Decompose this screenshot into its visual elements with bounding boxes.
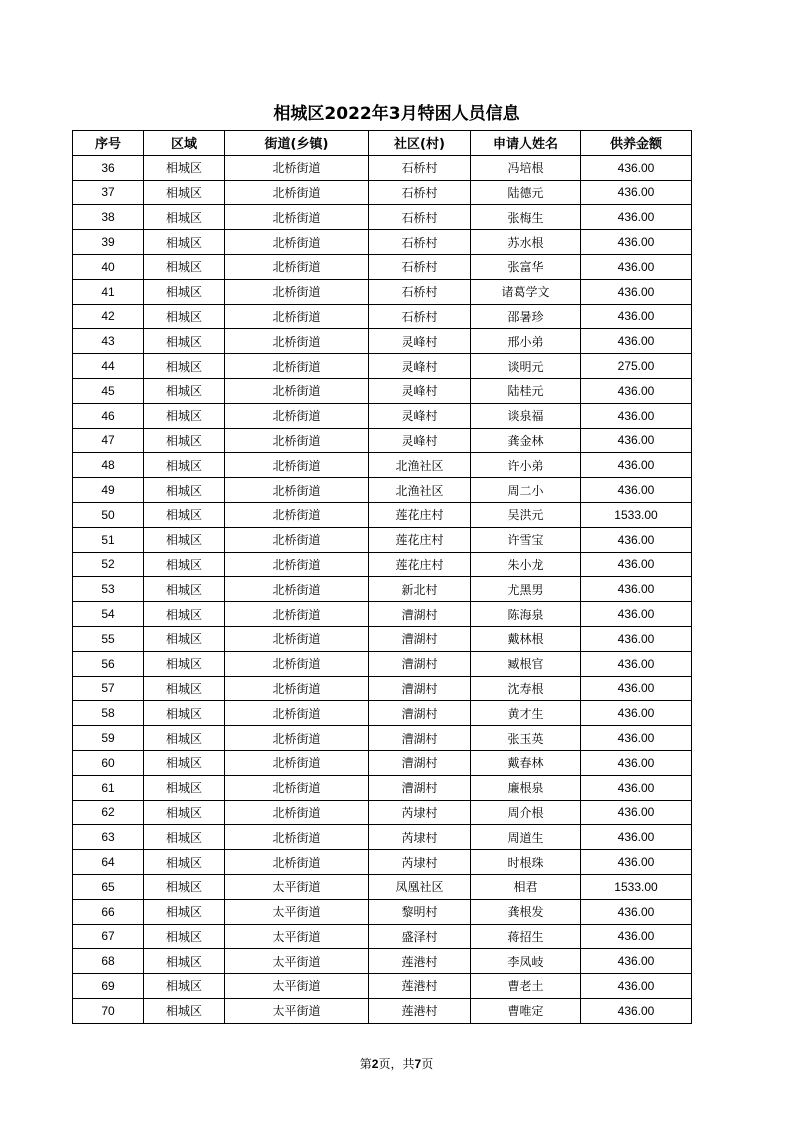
table-row: [73, 527, 692, 552]
cell-applicant-name: 周二小: [471, 478, 581, 503]
cell-support-amount: 436.00: [581, 775, 692, 800]
cell-support-amount: 436.00: [581, 974, 692, 999]
cell-serial: 56: [73, 651, 144, 676]
cell-applicant-name: 陆德元: [471, 180, 581, 205]
table-row: [73, 998, 692, 1023]
cell-support-amount: 436.00: [581, 626, 692, 651]
cell-community: 漕湖村: [369, 750, 471, 775]
cell-support-amount: 436.00: [581, 453, 692, 478]
cell-serial: 40: [73, 254, 144, 279]
cell-community: 石桥村: [369, 155, 471, 180]
page-title: 相城区2022年3月特困人员信息: [273, 104, 520, 124]
column-header-street: 街道(乡镇): [225, 131, 369, 156]
cell-district: 相城区: [144, 577, 225, 602]
footer-prefix: 第: [359, 1057, 372, 1071]
cell-district: 相城区: [144, 602, 225, 627]
cell-community: 灵峰村: [369, 378, 471, 403]
column-header-district: 区域: [144, 131, 225, 156]
cell-support-amount: 436.00: [581, 428, 692, 453]
cell-applicant-name: 邢小弟: [471, 329, 581, 354]
cell-serial: 42: [73, 304, 144, 329]
cell-support-amount: 436.00: [581, 527, 692, 552]
cell-district: 相城区: [144, 527, 225, 552]
cell-street: 北桥街道: [225, 428, 369, 453]
cell-applicant-name: 曹唯定: [471, 998, 581, 1023]
cell-serial: 44: [73, 354, 144, 379]
cell-district: 相城区: [144, 155, 225, 180]
cell-serial: 51: [73, 527, 144, 552]
cell-serial: 47: [73, 428, 144, 453]
current-page-number: 2: [371, 1057, 379, 1071]
cell-district: 相城区: [144, 750, 225, 775]
cell-community: 石桥村: [369, 254, 471, 279]
table-row: [73, 279, 692, 304]
cell-support-amount: 275.00: [581, 354, 692, 379]
table-row: [73, 254, 692, 279]
cell-applicant-name: 蒋招生: [471, 924, 581, 949]
cell-serial: 39: [73, 230, 144, 255]
cell-district: 相城区: [144, 701, 225, 726]
cell-applicant-name: 许雪宝: [471, 527, 581, 552]
cell-applicant-name: 吴洪元: [471, 502, 581, 527]
cell-serial: 36: [73, 155, 144, 180]
cell-district: 相城区: [144, 924, 225, 949]
footer-suffix: 页: [421, 1057, 434, 1071]
cell-support-amount: 436.00: [581, 254, 692, 279]
cell-community: 莲港村: [369, 949, 471, 974]
table-row: [73, 949, 692, 974]
cell-community: 漕湖村: [369, 626, 471, 651]
cell-district: 相城区: [144, 825, 225, 850]
table-row: [73, 428, 692, 453]
column-header-community: 社区(村): [369, 131, 471, 156]
cell-community: 灵峰村: [369, 329, 471, 354]
table-row: [73, 304, 692, 329]
cell-support-amount: 436.00: [581, 230, 692, 255]
cell-serial: 52: [73, 552, 144, 577]
cell-serial: 62: [73, 800, 144, 825]
cell-applicant-name: 戴春林: [471, 750, 581, 775]
cell-street: 太平街道: [225, 949, 369, 974]
cell-community: 莲花庄村: [369, 552, 471, 577]
table-row: [73, 478, 692, 503]
table-row: [73, 552, 692, 577]
cell-community: 漕湖村: [369, 726, 471, 751]
cell-street: 北桥街道: [225, 602, 369, 627]
cell-district: 相城区: [144, 378, 225, 403]
cell-street: 北桥街道: [225, 478, 369, 503]
cell-support-amount: 436.00: [581, 279, 692, 304]
cell-district: 相城区: [144, 800, 225, 825]
table-row: [73, 502, 692, 527]
cell-community: 芮埭村: [369, 850, 471, 875]
cell-support-amount: 436.00: [581, 403, 692, 428]
cell-community: 盛泽村: [369, 924, 471, 949]
table-row: [73, 180, 692, 205]
cell-street: 北桥街道: [225, 502, 369, 527]
cell-street: 北桥街道: [225, 180, 369, 205]
cell-applicant-name: 邵暑珍: [471, 304, 581, 329]
table-row: [73, 453, 692, 478]
table-row: [73, 403, 692, 428]
cell-street: 北桥街道: [225, 230, 369, 255]
cell-serial: 50: [73, 502, 144, 527]
cell-district: 相城区: [144, 180, 225, 205]
cell-support-amount: 436.00: [581, 552, 692, 577]
table-row: [73, 205, 692, 230]
cell-street: 太平街道: [225, 924, 369, 949]
cell-support-amount: 436.00: [581, 701, 692, 726]
cell-community: 漕湖村: [369, 775, 471, 800]
cell-street: 北桥街道: [225, 676, 369, 701]
table-row: [73, 378, 692, 403]
table-row: [73, 602, 692, 627]
cell-district: 相城区: [144, 676, 225, 701]
cell-serial: 53: [73, 577, 144, 602]
table-row: [73, 329, 692, 354]
cell-support-amount: 436.00: [581, 750, 692, 775]
cell-street: 北桥街道: [225, 205, 369, 230]
cell-district: 相城区: [144, 899, 225, 924]
table-row: [73, 850, 692, 875]
cell-support-amount: 436.00: [581, 825, 692, 850]
cell-district: 相城区: [144, 230, 225, 255]
table-row: [73, 924, 692, 949]
cell-community: 莲港村: [369, 974, 471, 999]
cell-applicant-name: 李凤岐: [471, 949, 581, 974]
cell-support-amount: 436.00: [581, 329, 692, 354]
cell-community: 石桥村: [369, 180, 471, 205]
cell-applicant-name: 廉根泉: [471, 775, 581, 800]
cell-applicant-name: 臧根官: [471, 651, 581, 676]
cell-street: 太平街道: [225, 899, 369, 924]
cell-street: 太平街道: [225, 998, 369, 1023]
page-footer: [0, 1055, 793, 1072]
data-table: [72, 130, 692, 1024]
cell-street: 北桥街道: [225, 304, 369, 329]
cell-applicant-name: 许小弟: [471, 453, 581, 478]
cell-applicant-name: 曹老土: [471, 974, 581, 999]
cell-street: 北桥街道: [225, 626, 369, 651]
cell-community: 灵峰村: [369, 428, 471, 453]
cell-support-amount: 436.00: [581, 676, 692, 701]
cell-serial: 58: [73, 701, 144, 726]
cell-serial: 67: [73, 924, 144, 949]
cell-serial: 63: [73, 825, 144, 850]
cell-serial: 69: [73, 974, 144, 999]
cell-street: 北桥街道: [225, 329, 369, 354]
cell-street: 北桥街道: [225, 403, 369, 428]
cell-street: 北桥街道: [225, 701, 369, 726]
column-header-support-amount: 供养金额: [581, 131, 692, 156]
cell-street: 北桥街道: [225, 552, 369, 577]
table-row: [73, 626, 692, 651]
cell-support-amount: 436.00: [581, 205, 692, 230]
cell-street: 北桥街道: [225, 527, 369, 552]
cell-district: 相城区: [144, 874, 225, 899]
cell-community: 石桥村: [369, 205, 471, 230]
cell-district: 相城区: [144, 478, 225, 503]
cell-applicant-name: 沈寿根: [471, 676, 581, 701]
table-row: [73, 800, 692, 825]
cell-community: 漕湖村: [369, 651, 471, 676]
table-row: [73, 230, 692, 255]
cell-district: 相城区: [144, 304, 225, 329]
cell-applicant-name: 戴林根: [471, 626, 581, 651]
cell-applicant-name: 谈明元: [471, 354, 581, 379]
cell-support-amount: 1533.00: [581, 874, 692, 899]
cell-street: 太平街道: [225, 874, 369, 899]
cell-serial: 61: [73, 775, 144, 800]
cell-community: 北渔社区: [369, 478, 471, 503]
cell-serial: 49: [73, 478, 144, 503]
cell-applicant-name: 张富华: [471, 254, 581, 279]
cell-district: 相城区: [144, 998, 225, 1023]
footer-middle: 页，共: [378, 1057, 415, 1071]
cell-district: 相城区: [144, 651, 225, 676]
cell-applicant-name: 苏水根: [471, 230, 581, 255]
cell-street: 北桥街道: [225, 825, 369, 850]
cell-applicant-name: 时根珠: [471, 850, 581, 875]
cell-applicant-name: 尤黑男: [471, 577, 581, 602]
cell-community: 黎明村: [369, 899, 471, 924]
cell-support-amount: 436.00: [581, 850, 692, 875]
cell-district: 相城区: [144, 453, 225, 478]
table-row: [73, 899, 692, 924]
table-row: [73, 825, 692, 850]
table-row: [73, 775, 692, 800]
cell-street: 北桥街道: [225, 750, 369, 775]
cell-serial: 57: [73, 676, 144, 701]
cell-serial: 41: [73, 279, 144, 304]
cell-applicant-name: 周道生: [471, 825, 581, 850]
cell-district: 相城区: [144, 403, 225, 428]
table-header-row: [73, 131, 692, 156]
cell-community: 漕湖村: [369, 676, 471, 701]
table-row: [73, 651, 692, 676]
cell-community: 凤凰社区: [369, 874, 471, 899]
cell-support-amount: 436.00: [581, 949, 692, 974]
cell-district: 相城区: [144, 850, 225, 875]
cell-community: 漕湖村: [369, 602, 471, 627]
cell-serial: 70: [73, 998, 144, 1023]
cell-street: 北桥街道: [225, 800, 369, 825]
cell-street: 北桥街道: [225, 453, 369, 478]
cell-serial: 43: [73, 329, 144, 354]
cell-community: 漕湖村: [369, 701, 471, 726]
cell-street: 北桥街道: [225, 577, 369, 602]
cell-community: 芮埭村: [369, 800, 471, 825]
cell-applicant-name: 朱小龙: [471, 552, 581, 577]
cell-applicant-name: 相君: [471, 874, 581, 899]
cell-applicant-name: 龚根发: [471, 899, 581, 924]
cell-serial: 48: [73, 453, 144, 478]
cell-district: 相城区: [144, 205, 225, 230]
cell-district: 相城区: [144, 726, 225, 751]
table-row: [73, 354, 692, 379]
cell-serial: 64: [73, 850, 144, 875]
cell-community: 莲花庄村: [369, 527, 471, 552]
cell-support-amount: 436.00: [581, 924, 692, 949]
cell-district: 相城区: [144, 502, 225, 527]
cell-applicant-name: 陆桂元: [471, 378, 581, 403]
cell-serial: 54: [73, 602, 144, 627]
cell-support-amount: 1533.00: [581, 502, 692, 527]
cell-applicant-name: 黄才生: [471, 701, 581, 726]
cell-district: 相城区: [144, 279, 225, 304]
total-page-number: 7: [414, 1057, 422, 1071]
cell-serial: 38: [73, 205, 144, 230]
cell-community: 新北村: [369, 577, 471, 602]
cell-district: 相城区: [144, 428, 225, 453]
cell-serial: 55: [73, 626, 144, 651]
cell-serial: 65: [73, 874, 144, 899]
cell-applicant-name: 张梅生: [471, 205, 581, 230]
cell-applicant-name: 冯培根: [471, 155, 581, 180]
cell-community: 石桥村: [369, 304, 471, 329]
cell-district: 相城区: [144, 354, 225, 379]
cell-support-amount: 436.00: [581, 155, 692, 180]
cell-street: 北桥街道: [225, 651, 369, 676]
cell-applicant-name: 龚金林: [471, 428, 581, 453]
cell-street: 北桥街道: [225, 850, 369, 875]
cell-serial: 46: [73, 403, 144, 428]
cell-serial: 37: [73, 180, 144, 205]
cell-serial: 45: [73, 378, 144, 403]
cell-support-amount: 436.00: [581, 726, 692, 751]
cell-applicant-name: 谈泉福: [471, 403, 581, 428]
cell-applicant-name: 张玉英: [471, 726, 581, 751]
cell-support-amount: 436.00: [581, 478, 692, 503]
cell-street: 太平街道: [225, 974, 369, 999]
table-row: [73, 676, 692, 701]
cell-street: 北桥街道: [225, 378, 369, 403]
cell-support-amount: 436.00: [581, 180, 692, 205]
cell-community: 莲花庄村: [369, 502, 471, 527]
cell-street: 北桥街道: [225, 254, 369, 279]
cell-support-amount: 436.00: [581, 998, 692, 1023]
cell-street: 北桥街道: [225, 726, 369, 751]
cell-district: 相城区: [144, 775, 225, 800]
cell-district: 相城区: [144, 626, 225, 651]
cell-district: 相城区: [144, 949, 225, 974]
table-row: [73, 750, 692, 775]
table-row: [73, 577, 692, 602]
cell-serial: 66: [73, 899, 144, 924]
cell-support-amount: 436.00: [581, 800, 692, 825]
cell-serial: 59: [73, 726, 144, 751]
cell-support-amount: 436.00: [581, 651, 692, 676]
cell-support-amount: 436.00: [581, 304, 692, 329]
cell-community: 芮埭村: [369, 825, 471, 850]
table-row: [73, 874, 692, 899]
cell-serial: 68: [73, 949, 144, 974]
cell-applicant-name: 诸葛学文: [471, 279, 581, 304]
cell-street: 北桥街道: [225, 775, 369, 800]
cell-applicant-name: 周介根: [471, 800, 581, 825]
cell-support-amount: 436.00: [581, 899, 692, 924]
column-header-applicant-name: 申请人姓名: [471, 131, 581, 156]
cell-community: 北渔社区: [369, 453, 471, 478]
cell-community: 灵峰村: [369, 354, 471, 379]
cell-applicant-name: 陈海泉: [471, 602, 581, 627]
cell-street: 北桥街道: [225, 155, 369, 180]
cell-district: 相城区: [144, 329, 225, 354]
cell-district: 相城区: [144, 254, 225, 279]
table-row: [73, 726, 692, 751]
table-row: [73, 155, 692, 180]
cell-district: 相城区: [144, 552, 225, 577]
cell-community: 石桥村: [369, 279, 471, 304]
cell-street: 北桥街道: [225, 354, 369, 379]
cell-support-amount: 436.00: [581, 378, 692, 403]
cell-community: 莲港村: [369, 998, 471, 1023]
cell-support-amount: 436.00: [581, 577, 692, 602]
table-body: [73, 155, 692, 1023]
column-header-serial: 序号: [73, 131, 144, 156]
table-row: [73, 701, 692, 726]
cell-community: 灵峰村: [369, 403, 471, 428]
cell-street: 北桥街道: [225, 279, 369, 304]
cell-support-amount: 436.00: [581, 602, 692, 627]
cell-district: 相城区: [144, 974, 225, 999]
cell-community: 石桥村: [369, 230, 471, 255]
cell-serial: 60: [73, 750, 144, 775]
table-row: [73, 974, 692, 999]
